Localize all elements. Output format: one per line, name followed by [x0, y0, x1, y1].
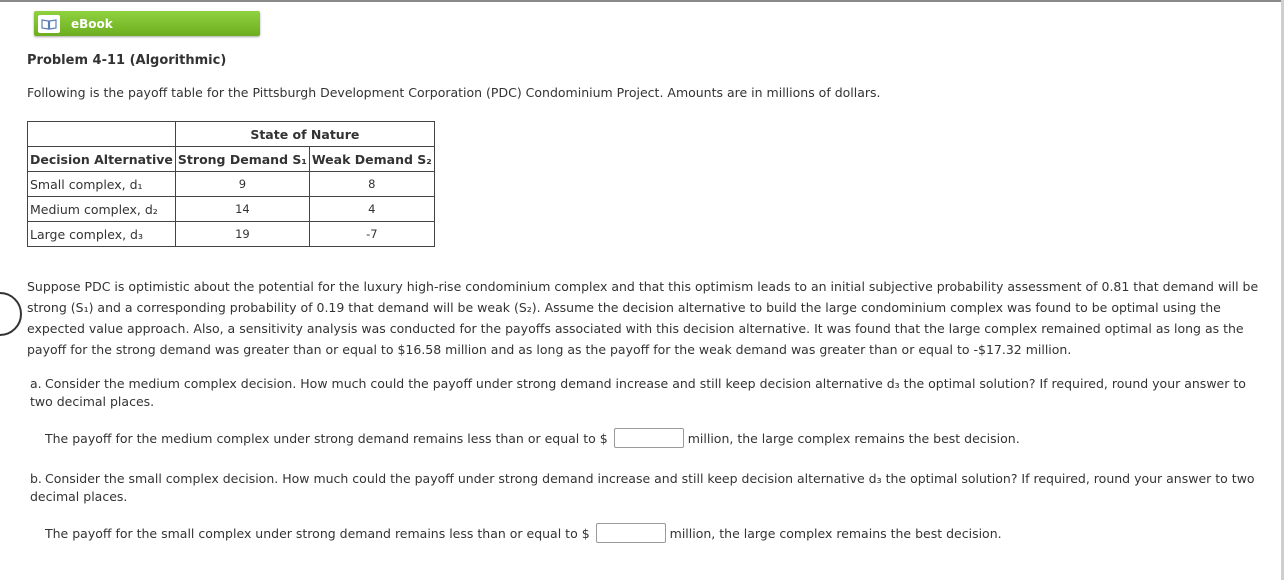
question-a-text: Consider the medium complex decision. How much could the payoff under strong demand increase and still keep decision alternative d₃ the optimal solution? If required, round your answer to two decimal places.: [30, 376, 1246, 409]
row-label: Medium complex, d₂: [28, 197, 176, 222]
row-label: Large complex, d₃: [28, 222, 176, 247]
strong-value: 19: [175, 222, 309, 247]
strong-value: 9: [175, 172, 309, 197]
top-border: [0, 0, 1284, 2]
question-b-text: Consider the small complex decision. How much could the payoff under strong demand increase and still keep decision alternative d₃ the optimal solution? If required, round your answer to two decimal places.: [30, 471, 1255, 504]
answer-b-input[interactable]: [596, 523, 666, 543]
scenario-paragraph: Suppose PDC is optimistic about the potential for the luxury high-rise condominium complex and that this optimism leads to an initial subjective probability assessment of 0.81 that demand will be strong (S₁) and a corresponding probability of 0.19 that demand will be weak (S₂). Assume the decision alternative to build the large condominium complex was found to be optimal using the expected value approach. Also, a sensitivity analysis was conducted for the payoffs associated with this decision alternative. It was found that the large complex remained optimal as long as the payoff for the strong demand was greater than or equal to $16.58 million and as long as the payoff for the weak demand was greater than or equal to -$17.32 million.: [27, 279, 1259, 357]
payoff-table: [27, 121, 435, 247]
answer-a-input[interactable]: [614, 428, 684, 448]
question-b-label: b.: [30, 471, 42, 486]
side-nav-circle[interactable]: [0, 292, 22, 336]
table-row: [28, 197, 435, 222]
row-label: Small complex, d₁: [28, 172, 176, 197]
problem-intro: Following is the payoff table for the Pittsburgh Development Corporation (PDC) Condominium Project. Amounts are in millions of dollars.: [27, 85, 881, 100]
question-a-label: a.: [30, 376, 42, 391]
table-row: [28, 222, 435, 247]
weak-value: 4: [309, 197, 434, 222]
answer-b-suffix: million, the large complex remains the best decision.: [669, 525, 1002, 541]
question-a: [30, 375, 1250, 411]
weak-value: 8: [309, 172, 434, 197]
table-corner-cell: [28, 122, 176, 147]
answer-b-row: [45, 523, 1002, 543]
question-b: [30, 470, 1270, 506]
answer-a-prefix: The payoff for the medium complex under strong demand remains less than or equal to $: [45, 430, 608, 446]
decision-alternative-header: Decision Alternative: [28, 147, 176, 172]
ebook-button[interactable]: [34, 11, 260, 36]
state-of-nature-header: State of Nature: [175, 122, 434, 147]
weak-demand-header: Weak Demand S₂: [309, 147, 434, 172]
ebook-label: eBook: [71, 16, 113, 31]
table-row: [28, 172, 435, 197]
problem-title: Problem 4-11 (Algorithmic): [27, 53, 227, 68]
book-icon: [38, 15, 60, 33]
answer-b-prefix: The payoff for the small complex under strong demand remains less than or equal to $: [45, 525, 590, 541]
table-group-header-row: [28, 122, 435, 147]
answer-a-suffix: million, the large complex remains the best decision.: [687, 430, 1020, 446]
strong-demand-header: Strong Demand S₁: [175, 147, 309, 172]
weak-value: -7: [309, 222, 434, 247]
answer-a-row: [45, 428, 1020, 448]
strong-value: 14: [175, 197, 309, 222]
table-header-row: [28, 147, 435, 172]
